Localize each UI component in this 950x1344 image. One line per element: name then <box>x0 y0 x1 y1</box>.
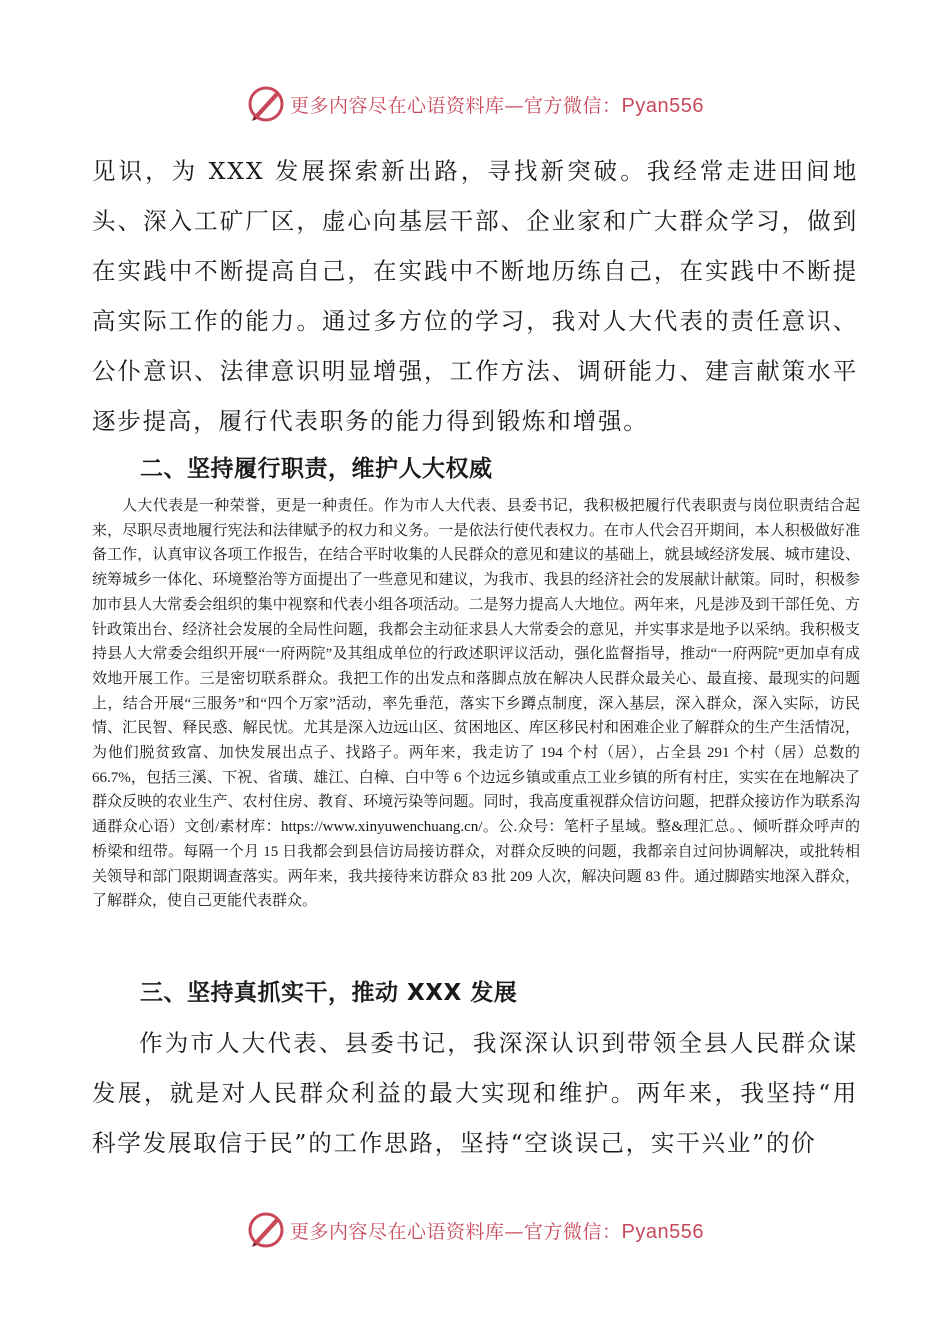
paragraph-section-3: 作为市人大代表、县委书记，我深深认识到带领全县人民群众谋发展，就是对人民群众利益的最大实现和维护。两年来，我坚持“用科学发展取信于民”的工作思路，坚持“空谈误己，实干兴业”的价 <box>92 1029 858 1157</box>
watermark-text: 更多内容尽在心语资料库—官方微信：Pyan556 <box>290 1220 704 1243</box>
paragraph-section-2: 人大代表是一种荣誉，更是一种责任。作为市人大代表、县委书记，我积极把履行代表职责与岗位职责结合起来，尽职尽责地履行宪法和法律赋予的权力和义务。一是依法行使代表权力。在市人代会召开期间，本人积极做好准备工作，认真审议各项工作报告，在结合平时收集的人民群众的意见和建议的基础上，就县域经济发展、城市建设、统筹城乡一体化、环境整治等方面提出了一些意见和建议，为我市、我县的经济社会的发展献计献策。同时，积极参加市县人大常委会组织的集中视察和代表小组各项活动。二是努力提高人大地位。两年来，凡是涉及到干部任免、方针政策出台、经济社会发展的全局性问题，我都会主动征求县人大常委会的意见，并实事求是地予以采纳。我积极支持县人大常委会组织开展“一府两院”及其组成单位的行政述职评议活动，强化监督指导，推动“一府两院”更加卓有成效地开展工作。三是密切联系群众。我把工作的出发点和落脚点放在解决人民群众最关心、最直接、最现实的问题上，结合开展“三服务”和“四个万家”活动，率先垂范，落实下乡蹲点制度，深入基层，深入群众，深入实际，访民情、汇民智、释民惑、解民忧。尤其是深入边远山区、贫困地区、库区移民村和困难企业了解群众的生产生活情况，为他们脱贫致富、加快发展出点子、找路子。两年来，我走访了 194 个村（居），占全县 291 个村（居）总数的 66.7%，包括三溪、下祝、省璜、雄江、白樟、白中等 6 个边远乡镇或重点工业乡镇的所有村庄，实实在在地解决了群众反映的农业生产、农村住房、教育、环境污染等问题。同时，我高度重视群众信访问题，把群众接访作为联系沟通群众心语）文创/素材库：https://www.xinyuwenchuang.cn/。公.众号：笔杆子星域。整&理汇总。、倾听群众呼声的桥梁和纽带。每隔一个月 15 日我都会到县信访局接访群众，对群众反映的问题，我都亲自过问协调解决，或批转相关领导和部门限期调查落实。两年来，我共接待来访群众 83 批 209 人次，解决问题 83 件。通过脚踏实地深入群众，了解群众，使自己更能代表群众。 <box>92 498 860 910</box>
paragraph-continued: 见识，为 XXX 发展探索新出路，寻找新突破。我经常走进田间地头、深入工矿厂区，虚心向基层干部、企业家和广大群众学习，做到在实践中不断提高自己，在实践中不断地历练自己，在实践中不断提高实际工作的能力。通过多方位的学习，我对人大代表的责任意识、公仆意识、法律意识明显增强，工作方法、调研能力、建言献策水平逐步提高，履行代表职务的能力得到锻炼和增强。 <box>92 157 858 435</box>
pen-logo-icon <box>246 1210 286 1250</box>
watermark-header <box>0 82 950 126</box>
watermark-footer <box>0 1208 950 1252</box>
pen-logo-icon <box>246 84 286 124</box>
section-heading-2: 二、坚持履行职责，维护人大权威 <box>140 456 493 482</box>
section-heading-3: 三、坚持真抓实干，推动 XXX 发展 <box>140 980 518 1006</box>
watermark-text: 更多内容尽在心语资料库—官方微信：Pyan556 <box>290 94 704 117</box>
